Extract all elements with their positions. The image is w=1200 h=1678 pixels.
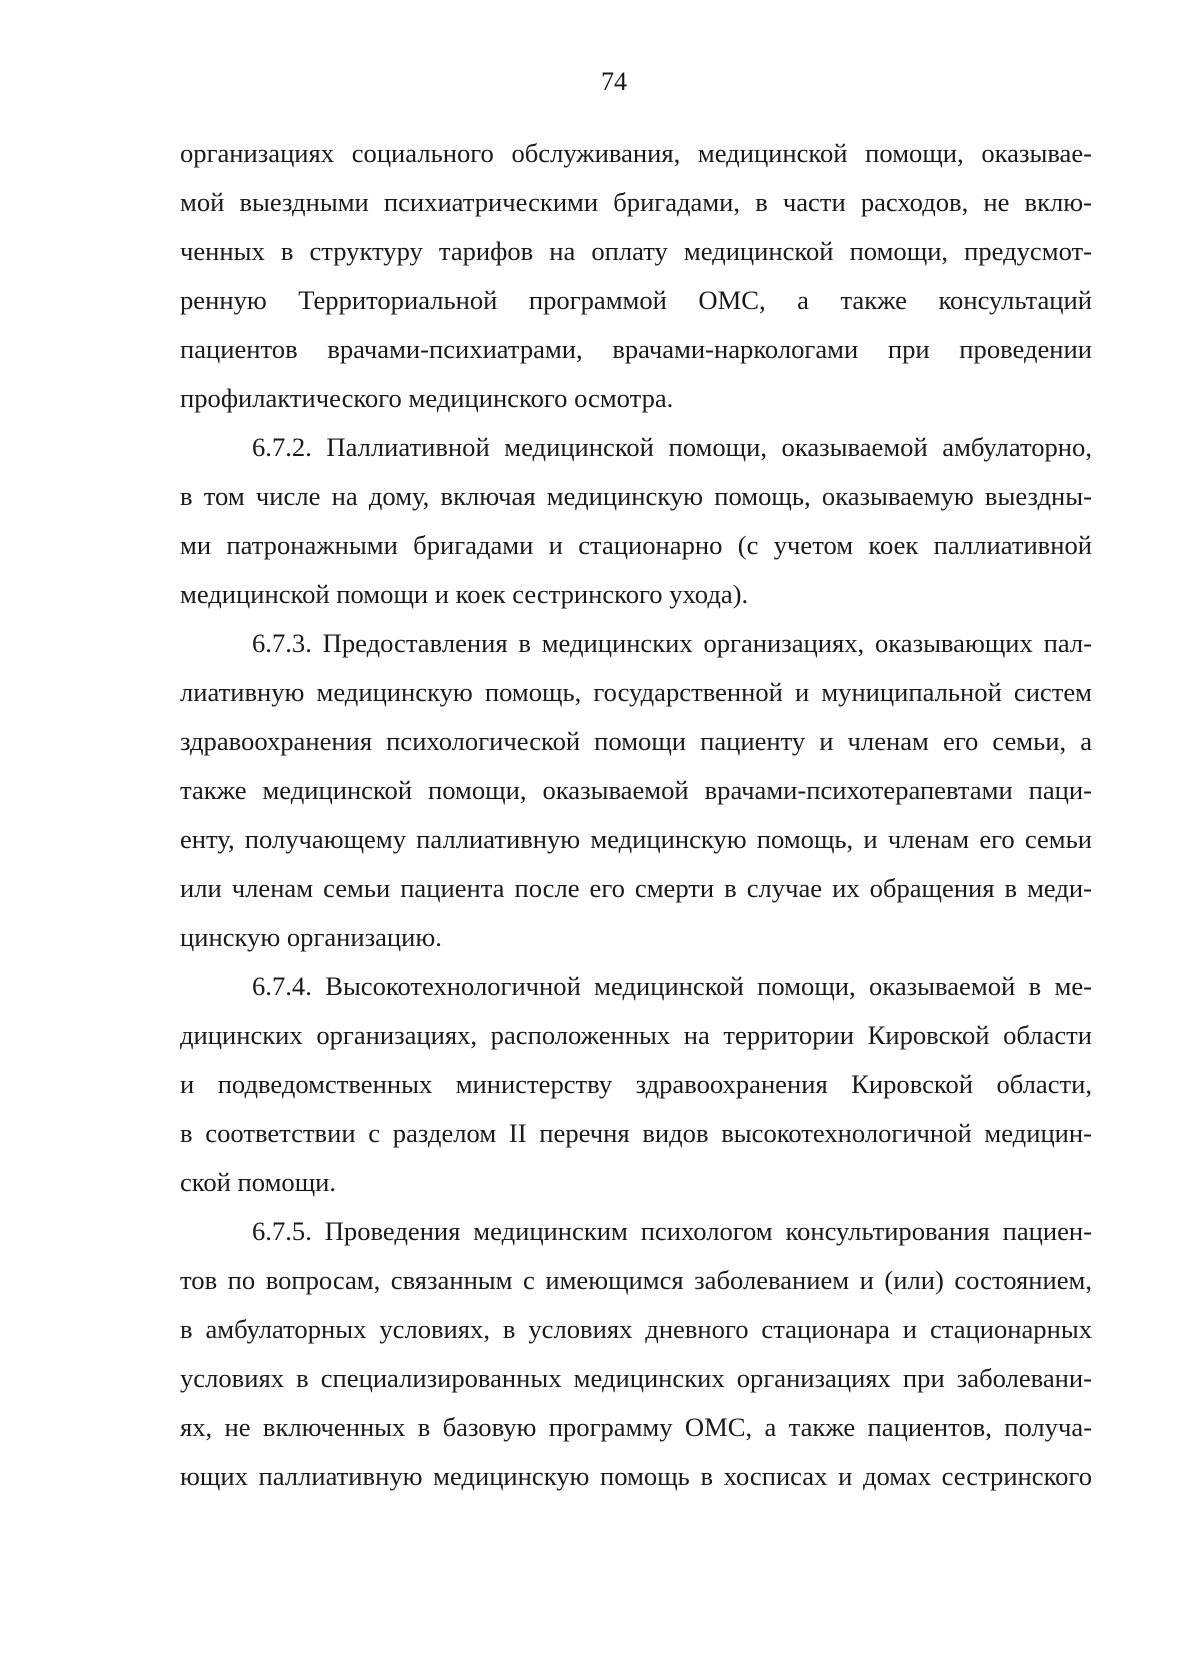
text-line: ми патронажными бригадами и стационарно (с учетом коек паллиативной	[180, 530, 1092, 560]
paragraph-6-7-4	[180, 962, 1092, 1207]
text-line: и подведомственных министерству здравоохранения Кировской области,	[180, 1069, 1092, 1099]
text-line: также медицинской помощи, оказываемой врачами-психотерапевтами паци-	[180, 775, 1092, 805]
text-line: лиативную медицинскую помощь, государственной и муниципальной систем	[180, 677, 1092, 707]
text-line: профилактического медицинского осмотра.	[180, 383, 674, 413]
text-line: пациентов врачами-психиатрами, врачами-наркологами при проведении	[180, 334, 1092, 364]
text-line: или членам семьи пациента после его смерти в случае их обращения в меди-	[180, 873, 1092, 903]
text-line: ской помощи.	[180, 1167, 337, 1197]
text-line: медицинской помощи и коек сестринского ухода).	[180, 579, 749, 609]
page-number: 74	[601, 67, 627, 96]
text-line: цинскую организацию.	[180, 922, 442, 952]
text-line: тов по вопросам, связанным с имеющимся заболеванием и (или) состоянием,	[180, 1265, 1092, 1295]
text-line: 6.7.5. Проведения медицинским психологом консультирования пациен-	[252, 1216, 1092, 1246]
paragraph-6-7-5	[180, 1207, 1092, 1501]
paragraph-6-7-2	[180, 423, 1092, 619]
text-line: мой выездными психиатрическими бригадами, в части расходов, не вклю-	[180, 187, 1092, 217]
body-text	[180, 129, 1092, 1501]
text-line: ченных в структуру тарифов на оплату медицинской помощи, предусмот-	[180, 236, 1092, 266]
paragraph-6-7-3	[180, 619, 1092, 962]
text-line: здравоохранения психологической помощи пациенту и членам его семьи, а	[180, 726, 1092, 756]
text-line: дицинских организациях, расположенных на территории Кировской области	[180, 1020, 1092, 1050]
text-line: в амбулаторных условиях, в условиях дневного стационара и стационарных	[180, 1314, 1092, 1344]
text-line: в том числе на дому, включая медицинскую помощь, оказываемую выездны-	[180, 481, 1092, 511]
paragraph-continuation	[180, 129, 1092, 423]
text-line: енту, получающему паллиативную медицинскую помощь, и членам его семьи	[180, 824, 1092, 854]
text-line: в соответствии с разделом II перечня видов высокотехнологичной медицин-	[180, 1118, 1092, 1148]
text-line: ющих паллиативную медицинскую помощь в хосписах и домах сестринского	[180, 1461, 1092, 1491]
text-line: условиях в специализированных медицинских организациях при заболевани-	[180, 1363, 1092, 1393]
text-line: 6.7.4. Высокотехнологичной медицинской помощи, оказываемой в ме-	[252, 971, 1092, 1001]
text-line: 6.7.3. Предоставления в медицинских организациях, оказывающих пал-	[252, 628, 1092, 658]
text-line: 6.7.2. Паллиативной медицинской помощи, оказываемой амбулаторно,	[252, 432, 1092, 462]
text-line: организациях социального обслуживания, медицинской помощи, оказывае-	[180, 138, 1092, 168]
text-line: ренную Территориальной программой ОМС, а также консультаций	[180, 285, 1092, 315]
text-line: ях, не включенных в базовую программу ОМС, а также пациентов, получа-	[180, 1412, 1092, 1442]
